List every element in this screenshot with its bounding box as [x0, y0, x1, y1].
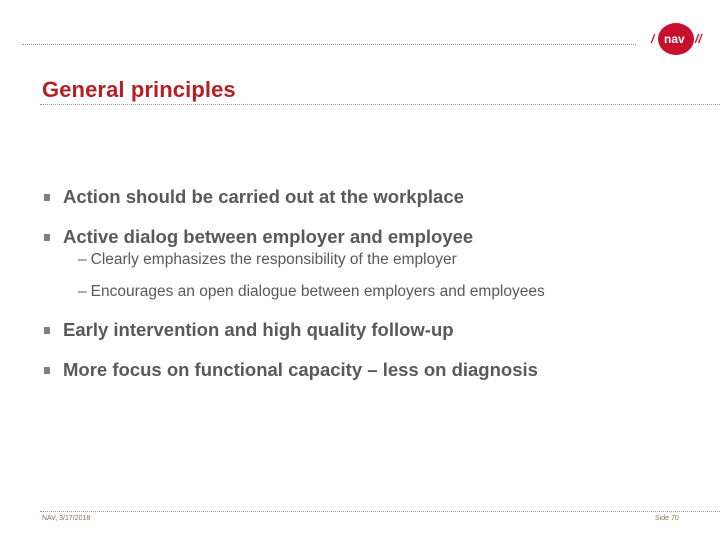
footer-date: NAV, 3/17/2018 [42, 515, 91, 522]
square-bullet-icon [44, 327, 50, 334]
square-bullet-icon [44, 194, 50, 201]
dash-marker: – [78, 251, 87, 268]
square-bullet-icon [44, 367, 50, 374]
bullet-item [44, 358, 538, 382]
sub-bullet-item [78, 250, 457, 270]
header-rule [22, 44, 636, 45]
title-rule [40, 104, 720, 105]
bullet-item [44, 318, 454, 342]
dash-marker: – [78, 283, 87, 300]
nav-logo [646, 17, 714, 57]
logo-wordmark: nav [664, 32, 685, 46]
sub-bullet-text: Encourages an open dialogue between employers and employees [90, 283, 545, 300]
sub-bullet-text: Clearly emphasizes the responsibility of the employer [90, 251, 457, 268]
slide-title: General principles [42, 77, 236, 102]
bullet-item [44, 185, 464, 209]
bullet-text: More focus on functional capacity – less on diagnosis [63, 359, 538, 380]
footer-page-number: Side 70 [655, 515, 679, 522]
square-bullet-icon [44, 234, 50, 241]
bullet-text: Action should be carried out at the workplace [63, 186, 464, 207]
sub-bullet-item [78, 282, 545, 302]
footer-rule [40, 511, 720, 512]
svg-text:/: / [651, 32, 655, 46]
logo-slashes: // [695, 32, 702, 46]
bullet-text: Active dialog between employer and employee [63, 226, 474, 247]
bullet-text: Early intervention and high quality follow-up [63, 319, 454, 340]
bullet-item [44, 225, 473, 249]
